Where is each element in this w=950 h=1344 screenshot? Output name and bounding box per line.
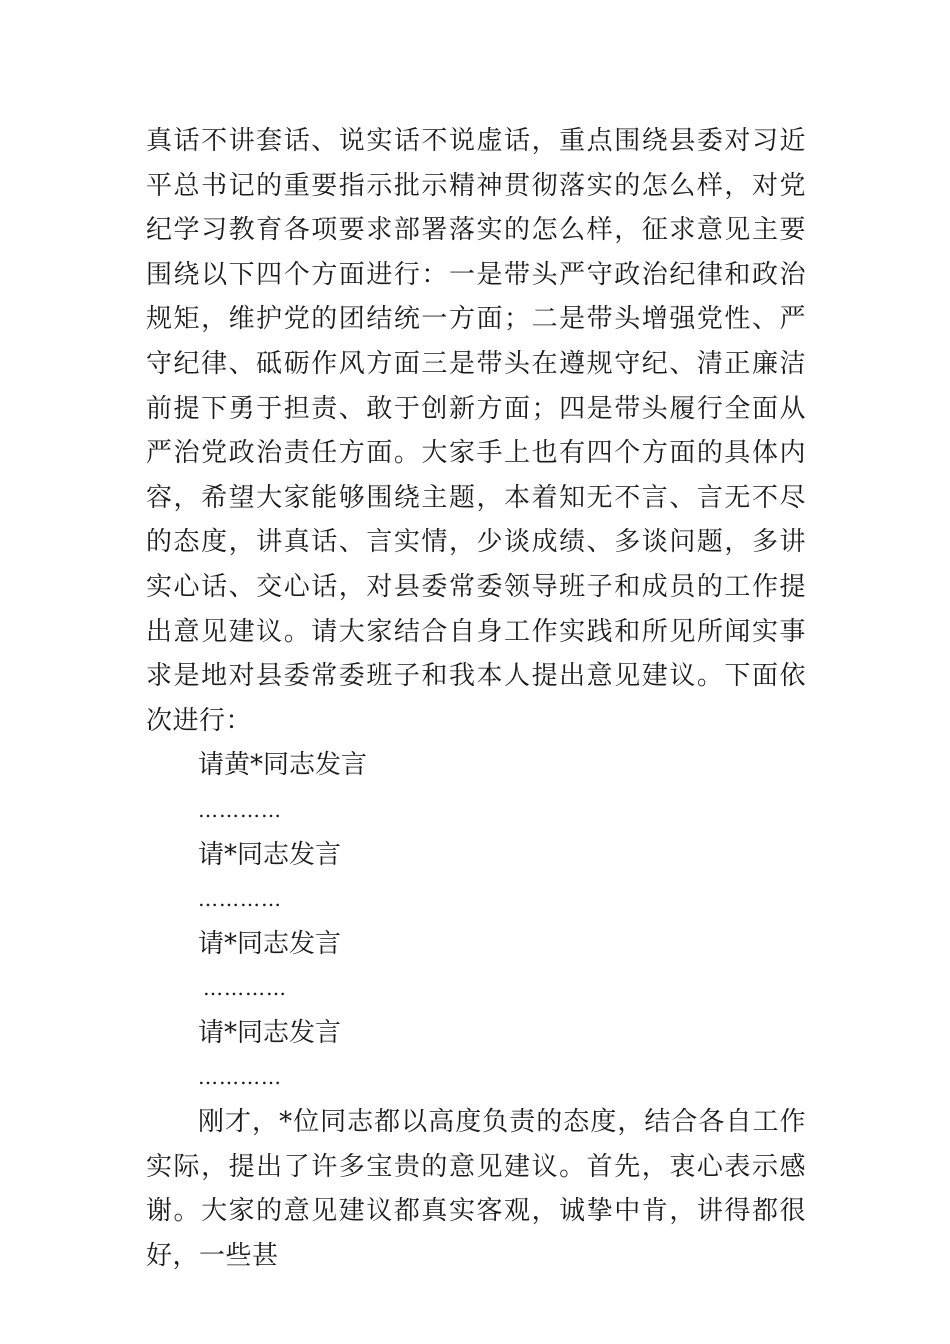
body-paragraph-2: 刚才，*位同志都以高度负责的态度，结合各自工作实际，提出了许多宝贵的意见建议。首先，衷心表示感谢。大家的意见建议都真实客观，诚挚中肯，讲得都很好，一些甚 [146,1107,806,1271]
ellipsis-line-4: ………… [198,1065,282,1090]
speaker-line-1: 请黄*同志发言 [198,750,368,781]
ellipsis-line-1: ………… [198,797,282,822]
document-body [146,119,806,1278]
speaker-line-2: 请*同志发言 [198,839,342,870]
ellipsis-line-2: ………… [198,887,282,912]
body-paragraph-1: 真话不讲套话、说实话不说虚话，重点围绕县委对习近平总书记的重要指示批示精神贯彻落实的怎么样，对党纪学习教育各项要求部署落实的怎么样，征求意见主要围绕以下四个方面进行：一是带头严守政治纪律和政治规矩，维护党的团结统一方面；二是带头增强党性、严守纪律、砥砺作风方面三是带头在遵规守纪、清正廉洁前提下勇于担责、敢于创新方面；四是带头履行全面从严治党政治责任方面。大家手上也有四个方面的具体内容，希望大家能够围绕主题，本着知无不言、言无不尽的态度，讲真话、言实情，少谈成绩、多谈问题，多讲实心话、交心话，对县委常委领导班子和成员的工作提出意见建议。请大家结合自身工作实践和所见所闻实事求是地对县委常委班子和我本人提出意见建议。下面依次进行： [146,126,806,736]
ellipsis-line-3: ………… [203,976,287,1001]
speaker-line-3: 请*同志发言 [198,928,342,959]
speaker-line-4: 请*同志发言 [198,1017,342,1048]
